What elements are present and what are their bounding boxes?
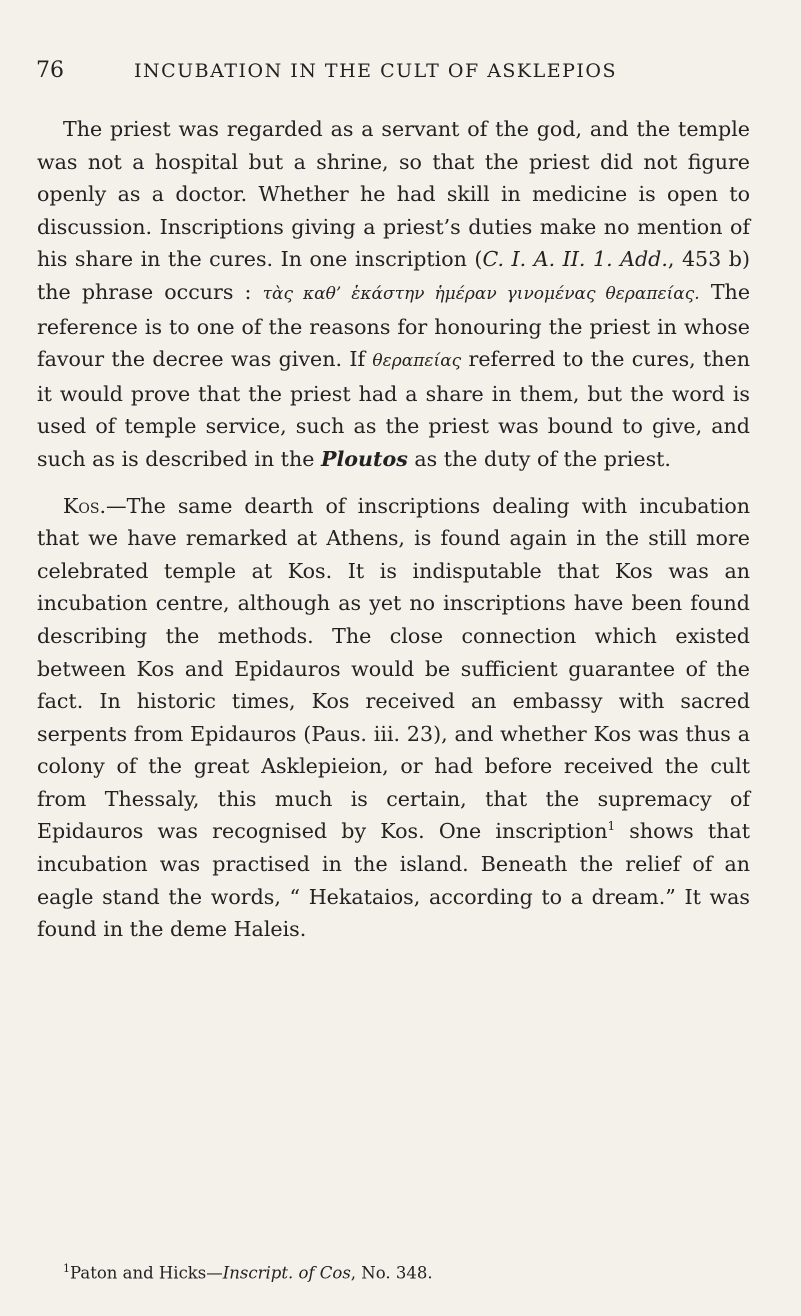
text-run: , 453 b) the phrase occurs : xyxy=(37,247,750,304)
citation: C. I. A. II. 1. Add. xyxy=(482,247,668,272)
running-title: INCUBATION IN THE CULT OF ASKLEPIOS xyxy=(134,60,617,82)
body-text xyxy=(37,113,750,946)
ploutos-title: Ploutos xyxy=(320,446,408,471)
footnote-mark: 1 xyxy=(63,1262,70,1275)
text-run: shows that incubation was practised in the island. Beneath the relief of an eagle stand the words, “ Hekataios, according to a dream.” It was found in the deme Haleis. xyxy=(37,819,750,942)
paragraph-kos xyxy=(37,490,750,946)
greek-quote: τὰς καθ’ ἑκάστην ἡμέραν γινομένας θεραπείας. xyxy=(262,283,700,304)
footnote xyxy=(63,1262,433,1283)
footnote-reference: 1 xyxy=(607,819,616,834)
footnote-italic: Inscript. of Cos xyxy=(222,1263,351,1283)
text-run: as the duty of the priest. xyxy=(407,446,671,471)
greek-word: θεραπείας xyxy=(372,351,462,372)
running-header xyxy=(36,58,741,83)
page-number: 76 xyxy=(36,58,64,83)
paragraph-priest xyxy=(37,113,750,476)
text-run: .—The same dearth of inscriptions dealing with incubation that we have remarked at Athens, is found again in the still more celebrated temple at Kos. It is indisputable that Kos was an incubation centre, although as yet no inscriptions have been found describing the methods. The close connection which existed between Kos and Epidauros would be sufficient guarantee of the fact. In historic times, Kos received an embassy with sacred serpents from Epidauros (Paus. iii. 23), and whether Kos was thus a colony of the great Asklepieion, or had before received the cult from Thessaly, this much is certain, that the supremacy of Epidauros was recognised by Kos. One inscription xyxy=(37,493,750,844)
text-run: The priest was regarded as a servant of the god, and the temple was not a hospital but a shrine, so that the priest did not figure openly as a doctor. Whether he had skill in medicine is open to discussion. Inscriptions giving a priest’s duties make no mention of his share in the cures. In one inscription ( xyxy=(37,117,750,272)
text-run: The reference is to one of the reasons for honouring the priest in whose favour the decree was given. If xyxy=(37,279,751,372)
footnote-tail: , No. 348. xyxy=(350,1263,433,1283)
footnote-text: Paton and Hicks— xyxy=(70,1263,223,1283)
section-lead: Kos xyxy=(63,493,100,518)
text-run: referred to the cures, then it would prove that the priest had a share in them, but the word is used of temple service, such as the priest was bound to give, and such as is described in the xyxy=(37,347,750,471)
